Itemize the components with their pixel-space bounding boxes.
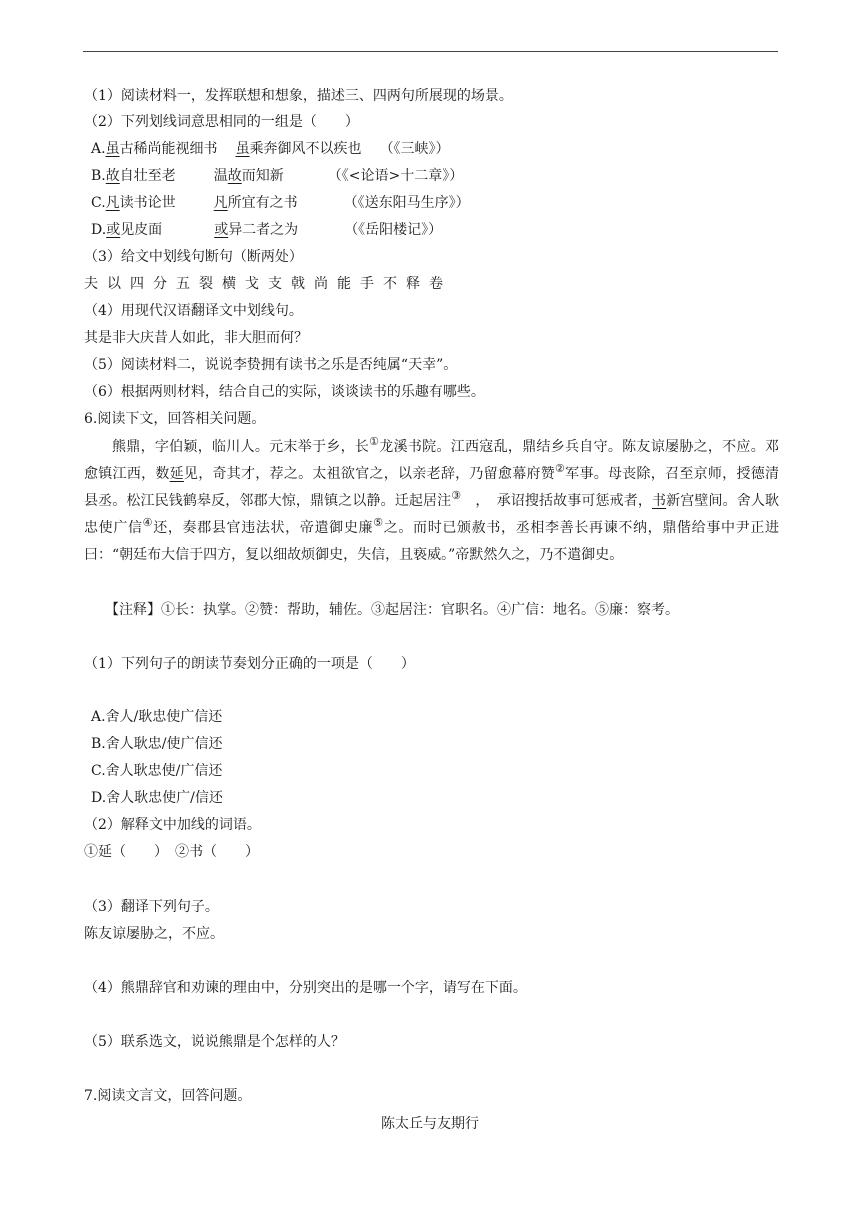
- q5-option-a: A.虽古稀尚能视细书 虽乘奔御风不以疾也 （《三峡》）: [91, 141, 450, 157]
- q6-sub3: （3）翻译下列句子。: [84, 899, 219, 915]
- underlined-word: 书: [652, 493, 667, 509]
- underlined-word: 凡: [213, 195, 228, 211]
- q5-sub4-sentence: 其是非大庆昔人如此，非大胆而何？: [84, 330, 308, 346]
- q6-sub1: （1）下列句子的朗读节奏划分正确的一项是（ ）: [84, 656, 415, 672]
- q5-sub6: （6）根据两则材料，结合自己的实际，谈谈读书的乐趣有哪些。: [84, 384, 485, 400]
- note-marker: ①: [369, 435, 380, 448]
- q6-notes: 【注释】①长：执掌。②赞：帮助，辅佐。③起居注：官职名。④广信：地名。⑤廉：察考。: [105, 602, 679, 618]
- note-marker: ④: [142, 516, 154, 529]
- note-marker: ③: [451, 489, 462, 502]
- q6-sub3-sentence: 陈友谅屡胁之，不应。: [84, 926, 224, 942]
- q6-option-a: A.舍人/耿忠使广信还: [91, 709, 223, 725]
- q6-passage: 熊鼎，字伯颖，临川人。元末举于乡，长①龙溪书院。江西寇乱，鼎结乡兵自守。陈友谅屡胁之，不应。邓愈镇江西，数延见，奇其才，荐之。太祖欲官之，以亲老辞，乃留愈幕府赞②军事。母丧除，召至京师，授德清县丞。松江民钱鹤皋反，邻郡大惊，鼎镇之以静。迁起居注③ ， 承诏搜括故事可惩戒者，书新宫壁间。舍人耿忠使广信④还，奏郡县官违法状，帝遣御史廉⑤之。而时已颁赦书，丞相李善长再谏不纳，鼎偕给事中尹正进曰：“朝廷布大信于四方，复以细故烦御史，失信，且亵威。”帝默然久之，乃不遣御史。: [84, 435, 780, 563]
- note-marker: ⑤: [373, 516, 384, 529]
- q5-option-d: D.或见皮面 或异二者之为 （《岳阳楼记》）: [91, 222, 443, 238]
- q5-option-b: B.故自壮至老 温故而知新 （《<论语>十二章》）: [91, 168, 464, 184]
- q5-option-c: C.凡读书论世 凡所宜有之书 （《送东阳马生序》）: [91, 195, 470, 211]
- underlined-word: 故: [227, 168, 242, 184]
- underlined-word: 延: [169, 466, 184, 482]
- q6-sub4: （4）熊鼎辞官和劝谏的理由中，分别突出的是哪一个字，请写在下面。: [84, 980, 527, 996]
- underlined-word: 虽: [235, 141, 250, 157]
- header-rule: [83, 51, 778, 52]
- underlined-word: 或: [214, 222, 229, 238]
- q5-sub3: （3）给文中划线句断句（断两处）: [84, 249, 303, 265]
- q5-sub2: （2）下列划线词意思相同的一组是（ ）: [84, 114, 359, 130]
- q6-option-b: B.舍人耿忠/使广信还: [91, 736, 223, 752]
- q6-heading: 6.阅读下文，回答相关问题。: [84, 411, 266, 427]
- underlined-word: 故: [105, 168, 120, 184]
- q5-sub3-sentence: 夫以四分五裂横戈支戟尚能手不释卷: [84, 276, 452, 292]
- q6-sub5: （5）联系选文，说说熊鼎是个怎样的人？: [84, 1034, 345, 1050]
- note-marker: ②: [555, 462, 566, 475]
- q7-passage-title: 陈太丘与友期行: [381, 1116, 479, 1132]
- q6-option-c: C.舍人耿忠使/广信还: [91, 763, 223, 779]
- q6-sub2-items: ①延（ ） ②书（ ）: [84, 844, 259, 860]
- q5-sub5: （5）阅读材料二，说说李贽拥有读书之乐是否纯属“天幸”。: [84, 357, 458, 373]
- q5-sub1: （1）阅读材料一，发挥联想和想象，描述三、四两句所展现的场景。: [84, 88, 513, 104]
- q7-heading: 7.阅读文言文，回答问题。: [84, 1088, 252, 1104]
- q5-sub4: （4）用现代汉语翻译文中划线句。: [84, 303, 303, 319]
- underlined-word: 凡: [105, 195, 120, 211]
- q6-sub2: （2）解释文中加线的词语。: [84, 817, 261, 833]
- underlined-word: 虽: [105, 141, 120, 157]
- q6-option-d: D.舍人耿忠使广/信还: [91, 790, 223, 806]
- underlined-word: 或: [106, 222, 121, 238]
